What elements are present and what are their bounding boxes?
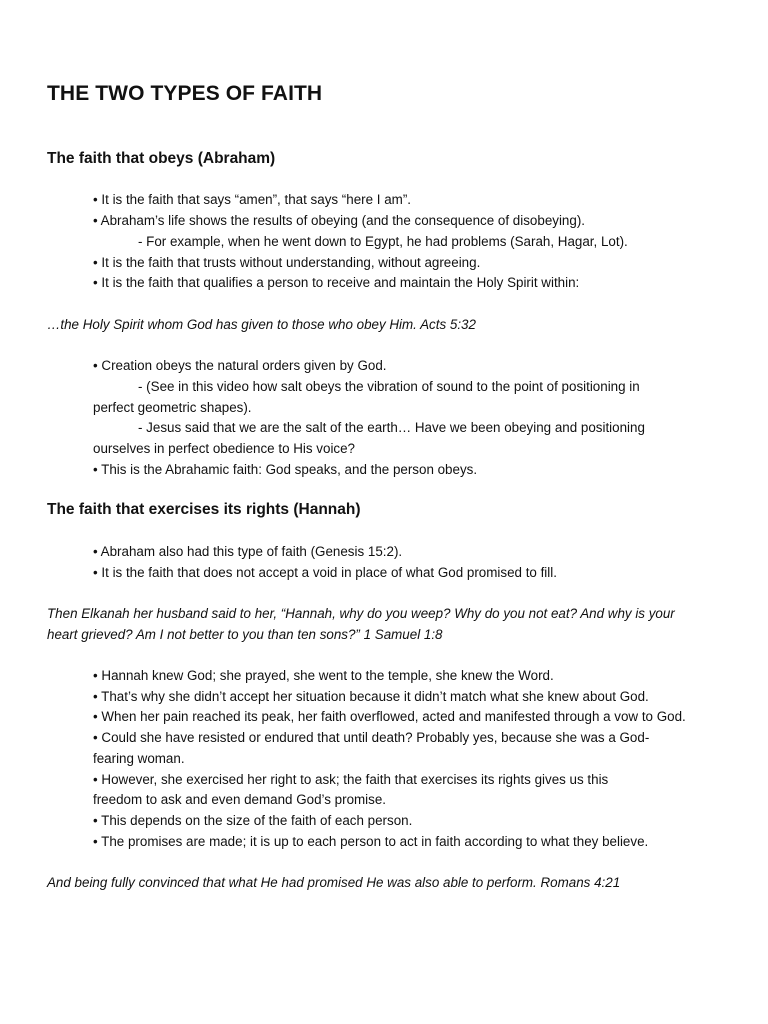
section-heading-abraham: The faith that obeys (Abraham) [47,150,276,167]
bullet-line: • It is the faith that says “amen”, that says “here I am”. [93,192,412,207]
section-heading-hannah: The faith that exercises its rights (Hannah) [47,501,361,518]
bullet-line: • The promises are made; it is up to each person to act in faith according to what they believe. [93,834,649,849]
scripture-quote: heart grieved? Am I not better to you than ten sons?” 1 Samuel 1:8 [47,627,443,642]
sub-bullet-line: - Jesus said that we are the salt of the earth… Have we been obeying and positioning [138,420,645,435]
continuation-line: freedom to ask and even demand God’s promise. [93,792,387,807]
bullet-line: • It is the faith that qualifies a person to receive and maintain the Holy Spirit within: [93,275,580,290]
bullet-line: • Abraham also had this type of faith (Genesis 15:2). [93,544,403,559]
bullet-line: • Could she have resisted or endured that until death? Probably yes, because she was a God- [93,730,650,745]
bullet-line: • This is the Abrahamic faith: God speaks, and the person obeys. [93,462,478,477]
scripture-quote: Then Elkanah her husband said to her, “Hannah, why do you weep? Why do you not eat? And why is your [47,606,675,621]
continuation-line: fearing woman. [93,751,185,766]
bullet-line: • It is the faith that trusts without understanding, without agreeing. [93,255,481,270]
bullet-line: • Hannah knew God; she prayed, she went to the temple, she knew the Word. [93,668,554,683]
sub-bullet-line: - For example, when he went down to Egypt, he had problems (Sarah, Hagar, Lot). [138,234,628,249]
sub-bullet-line: - (See in this video how salt obeys the vibration of sound to the point of positioning in [138,379,640,394]
bullet-line: • That’s why she didn’t accept her situation because it didn’t match what she knew about God. [93,689,649,704]
bullet-line: • When her pain reached its peak, her faith overflowed, acted and manifested through a vow to God. [93,709,686,724]
bullet-line: • Creation obeys the natural orders given by God. [93,358,387,373]
bullet-line: • However, she exercised her right to ask; the faith that exercises its rights gives us this [93,772,609,787]
continuation-line: ourselves in perfect obedience to His voice? [93,441,356,456]
bullet-line: • It is the faith that does not accept a void in place of what God promised to fill. [93,565,557,580]
scripture-quote: And being fully convinced that what He had promised He was also able to perform. Romans 4:21 [47,875,621,890]
bullet-line: • This depends on the size of the faith of each person. [93,813,413,828]
continuation-line: perfect geometric shapes). [93,400,252,415]
bullet-line: • Abraham’s life shows the results of obeying (and the consequence of disobeying). [93,213,586,228]
page-title: THE TWO TYPES OF FAITH [47,82,323,105]
scripture-quote: …the Holy Spirit whom God has given to those who obey Him. Acts 5:32 [47,317,476,332]
